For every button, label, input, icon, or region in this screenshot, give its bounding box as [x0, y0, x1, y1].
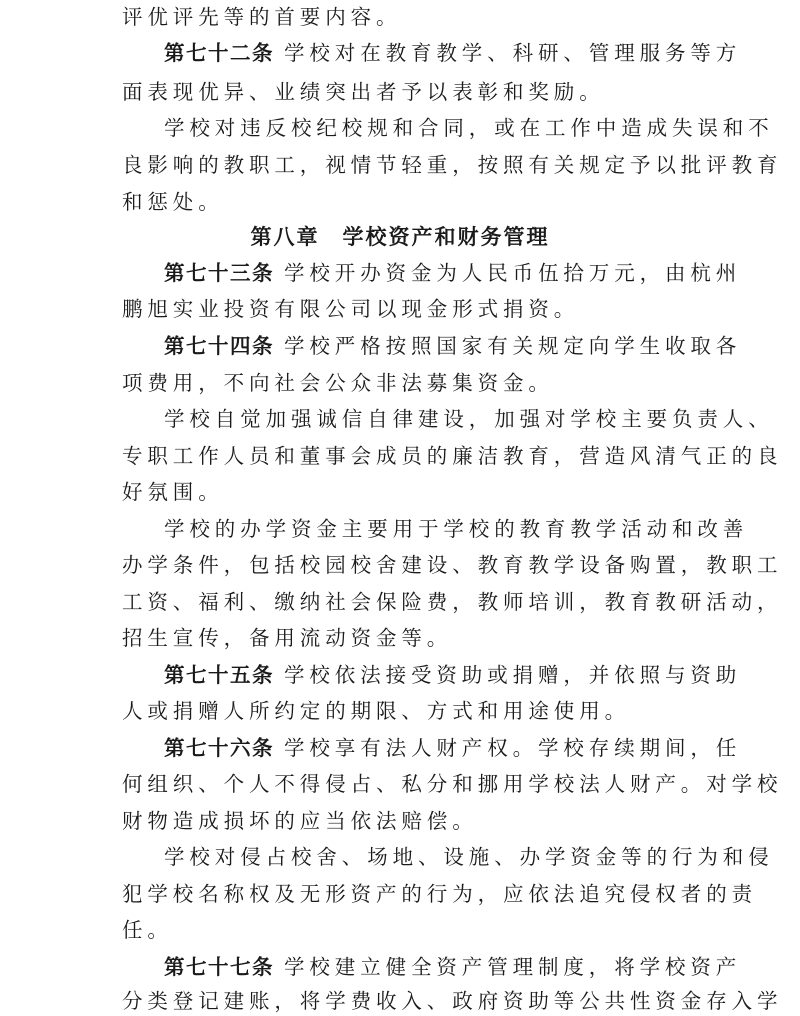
text-line: 办学条件，包括校园校舍建设、教育教学设备购置，教职工 — [122, 553, 783, 577]
article-76-text: 学校享有法人财产权。学校存续期间，任 — [284, 736, 742, 760]
text-line: 工资、福利、缴纳社会保险费，教师培训，教育教研活动， — [122, 590, 783, 614]
text-line: 鹏旭实业投资有限公司以现金形式捐资。 — [122, 297, 580, 321]
article-74-heading: 第七十四条 — [164, 334, 274, 358]
text-line: 任。 — [122, 918, 173, 942]
article-75-line — [164, 660, 800, 690]
text-line: 分类登记建账，将学费收入、政府资助等公共性资金存入学 — [122, 989, 783, 1013]
article-73-heading: 第七十三条 — [164, 261, 274, 285]
article-74-text: 学校严格按照国家有关规定向学生收取各 — [284, 334, 742, 358]
paragraph-start: 学校自觉加强诚信自律建设，加强对学校主要负责人、 — [164, 407, 774, 431]
article-77-text: 学校建立健全资产管理制度，将学校资产 — [284, 955, 742, 979]
text-line: 面表现优异、业绩突出者予以表彰和奖励。 — [122, 80, 605, 104]
paragraph-start: 学校对侵占校舍、场地、设施、办学资金等的行为和侵 — [164, 845, 774, 869]
text-line: 人或捐赠人所约定的期限、方式和用途使用。 — [122, 699, 630, 723]
text-line: 专职工作人员和董事会成员的廉洁教育，营造风清气正的良 — [122, 444, 783, 468]
article-72-heading: 第七十二条 — [164, 41, 274, 65]
article-73-line — [164, 258, 800, 288]
article-77-line — [164, 952, 800, 982]
text-line: 良影响的教职工，视情节轻重，按照有关规定予以批评教育 — [122, 153, 783, 177]
text-line: 和惩处。 — [122, 190, 224, 214]
article-76-line — [164, 733, 800, 763]
text-line: 好氛围。 — [122, 480, 224, 504]
article-77-heading: 第七十七条 — [164, 955, 274, 979]
text-line: 项费用，不向社会公众非法募集资金。 — [122, 371, 554, 395]
article-75-text: 学校依法接受资助或捐赠，并依照与资助 — [284, 663, 742, 687]
article-76-heading: 第七十六条 — [164, 736, 274, 760]
article-75-heading: 第七十五条 — [164, 663, 274, 687]
text-line: 招生宣传，备用流动资金等。 — [122, 626, 453, 650]
article-73-text: 学校开办资金为人民币伍拾万元，由杭州 — [284, 261, 742, 285]
paragraph-start: 学校对违反校纪校规和合同，或在工作中造成失误和不 — [164, 116, 774, 140]
chapter-heading: 第八章 学校资产和财务管理 — [250, 224, 550, 249]
article-74-line — [164, 331, 800, 361]
article-72-text: 学校对在教育教学、科研、管理服务等方 — [284, 41, 742, 65]
article-72-line — [164, 38, 800, 68]
text-line: 犯学校名称权及无形资产的行为，应依法追究侵权者的责 — [122, 882, 757, 906]
text-line: 何组织、个人不得侵占、私分和挪用学校法人财产。对学校 — [122, 772, 783, 796]
text-line: 评优评先等的首要内容。 — [122, 5, 402, 29]
paragraph-start: 学校的办学资金主要用于学校的教育教学活动和改善 — [164, 517, 749, 541]
text-line: 财物造成损坏的应当依法赔偿。 — [122, 809, 478, 833]
